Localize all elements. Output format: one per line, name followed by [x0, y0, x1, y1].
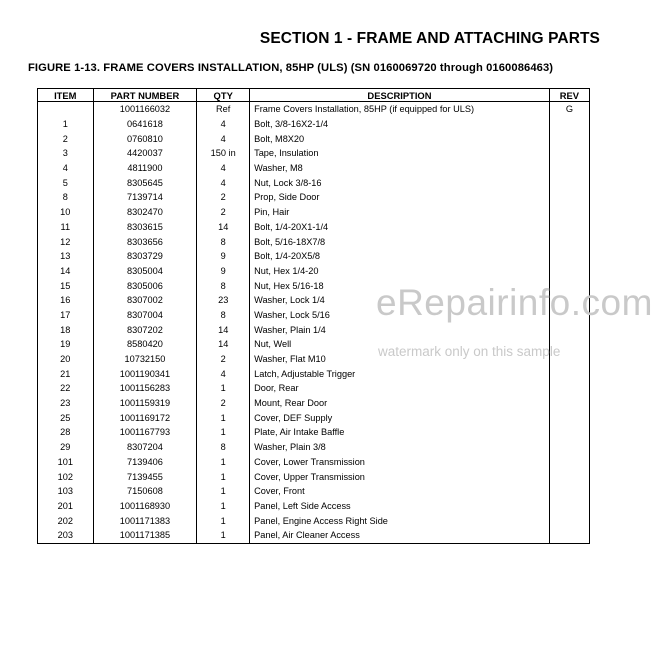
- table-row: [38, 190, 590, 205]
- cell-description: Bolt, M8X20: [250, 131, 550, 146]
- col-header-part-number: PART NUMBER: [93, 89, 197, 102]
- cell-item: 19: [38, 337, 94, 352]
- watermark-subtext: watermark only on this sample: [378, 344, 561, 359]
- cell-qty: Ref: [197, 102, 250, 117]
- table-row: [38, 381, 590, 396]
- cell-rev: [549, 484, 589, 499]
- cell-qty: 2: [197, 190, 250, 205]
- cell-rev: [549, 205, 589, 220]
- cell-qty: 14: [197, 220, 250, 235]
- cell-qty: 150 in: [197, 146, 250, 161]
- cell-qty: 1: [197, 513, 250, 528]
- cell-qty: 2: [197, 352, 250, 367]
- cell-rev: [549, 146, 589, 161]
- cell-qty: 4: [197, 366, 250, 381]
- table-row: [38, 102, 590, 117]
- cell-item: 203: [38, 528, 94, 543]
- cell-description: Cover, Upper Transmission: [250, 469, 550, 484]
- cell-part-number: 8302470: [93, 205, 197, 220]
- cell-part-number: 8307202: [93, 322, 197, 337]
- cell-part-number: 1001171383: [93, 513, 197, 528]
- cell-qty: 14: [197, 322, 250, 337]
- cell-qty: 1: [197, 410, 250, 425]
- cell-rev: G: [549, 102, 589, 117]
- cell-description: Latch, Adjustable Trigger: [250, 366, 550, 381]
- cell-rev: [549, 175, 589, 190]
- cell-part-number: 8305006: [93, 278, 197, 293]
- cell-item: 20: [38, 352, 94, 367]
- cell-item: 21: [38, 366, 94, 381]
- cell-part-number: 1001156283: [93, 381, 197, 396]
- cell-rev: [549, 366, 589, 381]
- cell-rev: [549, 425, 589, 440]
- section-title: SECTION 1 - FRAME AND ATTACHING PARTS: [259, 30, 600, 47]
- cell-item: 4: [38, 161, 94, 176]
- cell-description: Bolt, 1/4-20X1-1/4: [250, 220, 550, 235]
- cell-item: 8: [38, 190, 94, 205]
- cell-description: Nut, Well: [250, 337, 550, 352]
- cell-part-number: 4420037: [93, 146, 197, 161]
- table-row: [38, 425, 590, 440]
- cell-part-number: 7139406: [93, 455, 197, 470]
- table-row: [38, 161, 590, 176]
- cell-qty: 23: [197, 293, 250, 308]
- cell-rev: [549, 455, 589, 470]
- cell-description: Bolt, 5/16-18X7/8: [250, 234, 550, 249]
- cell-item: 13: [38, 249, 94, 264]
- cell-qty: 8: [197, 440, 250, 455]
- table-row: [38, 264, 590, 279]
- cell-part-number: 7139714: [93, 190, 197, 205]
- cell-description: Washer, Lock 1/4: [250, 293, 550, 308]
- cell-qty: 2: [197, 205, 250, 220]
- cell-qty: 1: [197, 425, 250, 440]
- cell-part-number: 8303729: [93, 249, 197, 264]
- cell-description: Bolt, 3/8-16X2-1/4: [250, 117, 550, 132]
- cell-rev: [549, 117, 589, 132]
- cell-description: Cover, Lower Transmission: [250, 455, 550, 470]
- cell-qty: 9: [197, 249, 250, 264]
- cell-rev: [549, 131, 589, 146]
- cell-item: 3: [38, 146, 94, 161]
- cell-qty: 4: [197, 175, 250, 190]
- table-row: [38, 484, 590, 499]
- cell-description: Bolt, 1/4-20X5/8: [250, 249, 550, 264]
- cell-part-number: 8303656: [93, 234, 197, 249]
- cell-rev: [549, 234, 589, 249]
- cell-item: 103: [38, 484, 94, 499]
- cell-qty: 4: [197, 117, 250, 132]
- cell-description: Washer, Lock 5/16: [250, 308, 550, 323]
- cell-description: Cover, Front: [250, 484, 550, 499]
- table-row: [38, 366, 590, 381]
- cell-rev: [549, 469, 589, 484]
- cell-description: Prop, Side Door: [250, 190, 550, 205]
- cell-part-number: 8303615: [93, 220, 197, 235]
- cell-item: 202: [38, 513, 94, 528]
- table-row: [38, 396, 590, 411]
- cell-qty: 8: [197, 234, 250, 249]
- cell-part-number: 0641618: [93, 117, 197, 132]
- cell-description: Washer, Plain 3/8: [250, 440, 550, 455]
- cell-qty: 9: [197, 264, 250, 279]
- cell-part-number: 1001190341: [93, 366, 197, 381]
- cell-part-number: 8307004: [93, 308, 197, 323]
- cell-description: Panel, Air Cleaner Access: [250, 528, 550, 543]
- cell-description: Washer, M8: [250, 161, 550, 176]
- col-header-description: DESCRIPTION: [250, 89, 550, 102]
- table-row: [38, 513, 590, 528]
- table-row: [38, 249, 590, 264]
- cell-part-number: 1001168930: [93, 499, 197, 514]
- table-row: [38, 499, 590, 514]
- cell-description: Panel, Left Side Access: [250, 499, 550, 514]
- cell-rev: [549, 528, 589, 543]
- cell-part-number: 0760810: [93, 131, 197, 146]
- cell-part-number: 8307002: [93, 293, 197, 308]
- cell-description: Washer, Flat M10: [250, 352, 550, 367]
- cell-part-number: 8305004: [93, 264, 197, 279]
- cell-item: 25: [38, 410, 94, 425]
- cell-qty: 1: [197, 499, 250, 514]
- cell-item: 12: [38, 234, 94, 249]
- cell-item: 28: [38, 425, 94, 440]
- col-header-item: ITEM: [38, 89, 94, 102]
- cell-rev: [549, 220, 589, 235]
- cell-description: Nut, Lock 3/8-16: [250, 175, 550, 190]
- table-row: [38, 205, 590, 220]
- cell-description: Cover, DEF Supply: [250, 410, 550, 425]
- cell-rev: [549, 161, 589, 176]
- cell-qty: 1: [197, 528, 250, 543]
- figure-title: FIGURE 1-13. FRAME COVERS INSTALLATION, 85HP (ULS) (SN 0160069720 through 0160086463): [28, 62, 554, 74]
- table-row: [38, 440, 590, 455]
- cell-part-number: 8305645: [93, 175, 197, 190]
- cell-item: 10: [38, 205, 94, 220]
- cell-qty: 4: [197, 161, 250, 176]
- col-header-rev: REV: [549, 89, 589, 102]
- cell-rev: [549, 190, 589, 205]
- cell-item: 23: [38, 396, 94, 411]
- table-row: [38, 410, 590, 425]
- watermark-text: eRepairinfo.com: [376, 282, 653, 323]
- cell-part-number: 8580420: [93, 337, 197, 352]
- cell-description: Nut, Hex 5/16-18: [250, 278, 550, 293]
- cell-qty: 8: [197, 308, 250, 323]
- cell-description: Plate, Air Intake Baffle: [250, 425, 550, 440]
- cell-description: Pin, Hair: [250, 205, 550, 220]
- cell-item: 16: [38, 293, 94, 308]
- cell-description: Door, Rear: [250, 381, 550, 396]
- cell-item: 22: [38, 381, 94, 396]
- cell-qty: 8: [197, 278, 250, 293]
- cell-rev: [549, 381, 589, 396]
- table-row: [38, 117, 590, 132]
- table-row: [38, 234, 590, 249]
- parts-table-header: [38, 89, 590, 102]
- cell-description: Panel, Engine Access Right Side: [250, 513, 550, 528]
- cell-rev: [549, 440, 589, 455]
- cell-item: 2: [38, 131, 94, 146]
- cell-part-number: 1001167793: [93, 425, 197, 440]
- cell-qty: 1: [197, 484, 250, 499]
- cell-part-number: 10732150: [93, 352, 197, 367]
- cell-part-number: 1001159319: [93, 396, 197, 411]
- cell-part-number: 4811900: [93, 161, 197, 176]
- cell-description: Frame Covers Installation, 85HP (if equipped for ULS): [250, 102, 550, 117]
- cell-item: 11: [38, 220, 94, 235]
- table-row: [38, 175, 590, 190]
- table-row: [38, 455, 590, 470]
- cell-item: 5: [38, 175, 94, 190]
- cell-qty: 14: [197, 337, 250, 352]
- cell-part-number: 8307204: [93, 440, 197, 455]
- table-row: [38, 220, 590, 235]
- col-header-qty: QTY: [197, 89, 250, 102]
- cell-qty: 1: [197, 455, 250, 470]
- cell-rev: [549, 410, 589, 425]
- cell-part-number: 1001171385: [93, 528, 197, 543]
- cell-qty: 1: [197, 469, 250, 484]
- cell-rev: [549, 513, 589, 528]
- cell-item: 18: [38, 322, 94, 337]
- table-row: [38, 131, 590, 146]
- cell-item: 14: [38, 264, 94, 279]
- cell-rev: [549, 396, 589, 411]
- cell-item: 29: [38, 440, 94, 455]
- cell-item: 101: [38, 455, 94, 470]
- cell-item: 102: [38, 469, 94, 484]
- cell-item: 201: [38, 499, 94, 514]
- cell-description: Tape, Insulation: [250, 146, 550, 161]
- cell-rev: [549, 499, 589, 514]
- cell-rev: [549, 264, 589, 279]
- header-row: [38, 89, 590, 102]
- cell-rev: [549, 249, 589, 264]
- cell-item: 1: [38, 117, 94, 132]
- table-row: [38, 322, 590, 337]
- cell-part-number: 1001166032: [93, 102, 197, 117]
- cell-qty: 4: [197, 131, 250, 146]
- table-row: [38, 528, 590, 543]
- table-row: [38, 146, 590, 161]
- cell-item: [38, 102, 94, 117]
- cell-item: 15: [38, 278, 94, 293]
- cell-item: 17: [38, 308, 94, 323]
- cell-description: Washer, Plain 1/4: [250, 322, 550, 337]
- cell-part-number: 1001169172: [93, 410, 197, 425]
- cell-qty: 1: [197, 381, 250, 396]
- cell-part-number: 7139455: [93, 469, 197, 484]
- cell-rev: [549, 322, 589, 337]
- cell-description: Mount, Rear Door: [250, 396, 550, 411]
- cell-part-number: 7150608: [93, 484, 197, 499]
- cell-qty: 2: [197, 396, 250, 411]
- cell-description: Nut, Hex 1/4-20: [250, 264, 550, 279]
- table-row: [38, 469, 590, 484]
